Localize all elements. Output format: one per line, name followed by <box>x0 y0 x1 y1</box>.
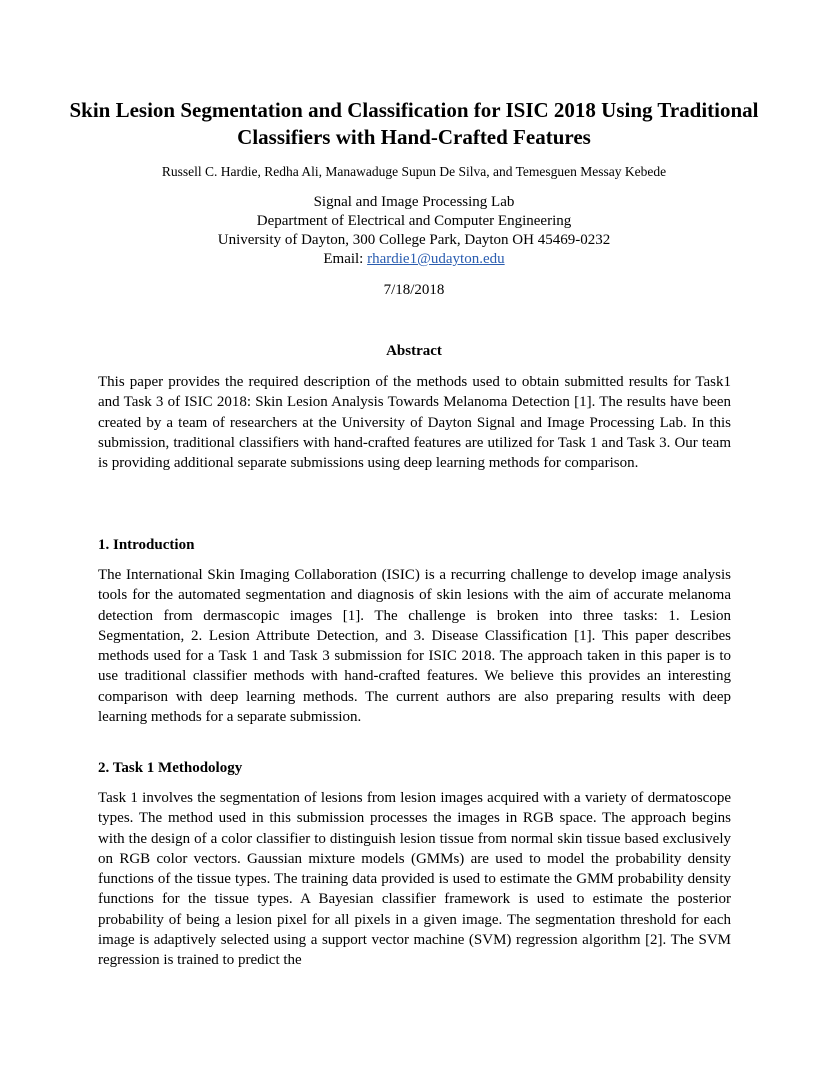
paper-title: Skin Lesion Segmentation and Classification for ISIC 2018 Using Traditional Classifiers with Hand-Crafted Features <box>69 98 759 149</box>
abstract-text: This paper provides the required description of the methods used to obtain submitted results for Task1 and Task 3 of ISIC 2018: Skin Lesion Analysis Towards Melanoma Detection [1]. The results have been created by a team of researchers at the University of Dayton Signal and Image Processing Lab. In this submission, traditional classifiers with hand-crafted features are utilized for Task 1 and Task 3. Our team is providing additional separate submissions using deep learning methods for comparison. <box>98 374 731 472</box>
author-list: Russell C. Hardie, Redha Ali, Manawaduge Supun De Silva, and Temesguen Messay Kebede <box>161 164 667 179</box>
task1-methodology-text: Task 1 involves the segmentation of lesions from lesion images acquired with a variety of dermatoscope types. The method used in this submission processes the images in RGB space. The approach begins with the design of a color classifier to distinguish lesion tissue from normal skin tissue based exclusively on RGB color vectors. Gaussian mixture models (GMMs) are used to model the probability density functions of the tissue types. The training data provided is used to estimate the GMM probability density functions for the tissue types. A Bayesian classifier framework is used to estimate the posterior probability of being a lesion pixel for all pixels in a given image. The segmentation threshold for each image is adaptively selected using a support vector machine (SVM) regression algorithm [2]. The SVM regression is trained to predict the <box>98 790 731 969</box>
paper-date: 7/18/2018 <box>383 282 445 298</box>
affiliation-block <box>60 193 768 269</box>
abstract-heading: Abstract <box>386 343 442 359</box>
department-name: Department of Electrical and Computer Engineering <box>256 213 572 229</box>
introduction-text: The International Skin Imaging Collaboration (ISIC) is a recurring challenge to develop image analysis tools for the automated segmentation and diagnosis of skin lesions with the aim of accurate melanoma detection from dermascopic images [1]. The challenge is broken into three tasks: 1. Lesion Segmentation, 2. Lesion Attribute Detection, and 3. Disease Classification [1]. This paper describes methods used for a Task 1 and Task 3 submission for ISIC 2018. The approach taken in this paper is to use traditional classifier methods with hand-crafted features. We believe this provides an interesting comparison with deep learning methods. The current authors are also preparing results with deep learning methods for a separate submission. <box>98 567 731 726</box>
email-link[interactable]: rhardie1@udayton.edu <box>367 251 505 267</box>
email-label: Email: <box>323 251 368 267</box>
university-address: University of Dayton, 300 College Park, Dayton OH 45469-0232 <box>217 232 611 248</box>
section-heading-introduction: 1. Introduction <box>98 537 195 553</box>
lab-name: Signal and Image Processing Lab <box>313 194 515 210</box>
email-line <box>60 250 768 269</box>
section-heading-task1: 2. Task 1 Methodology <box>98 760 243 776</box>
